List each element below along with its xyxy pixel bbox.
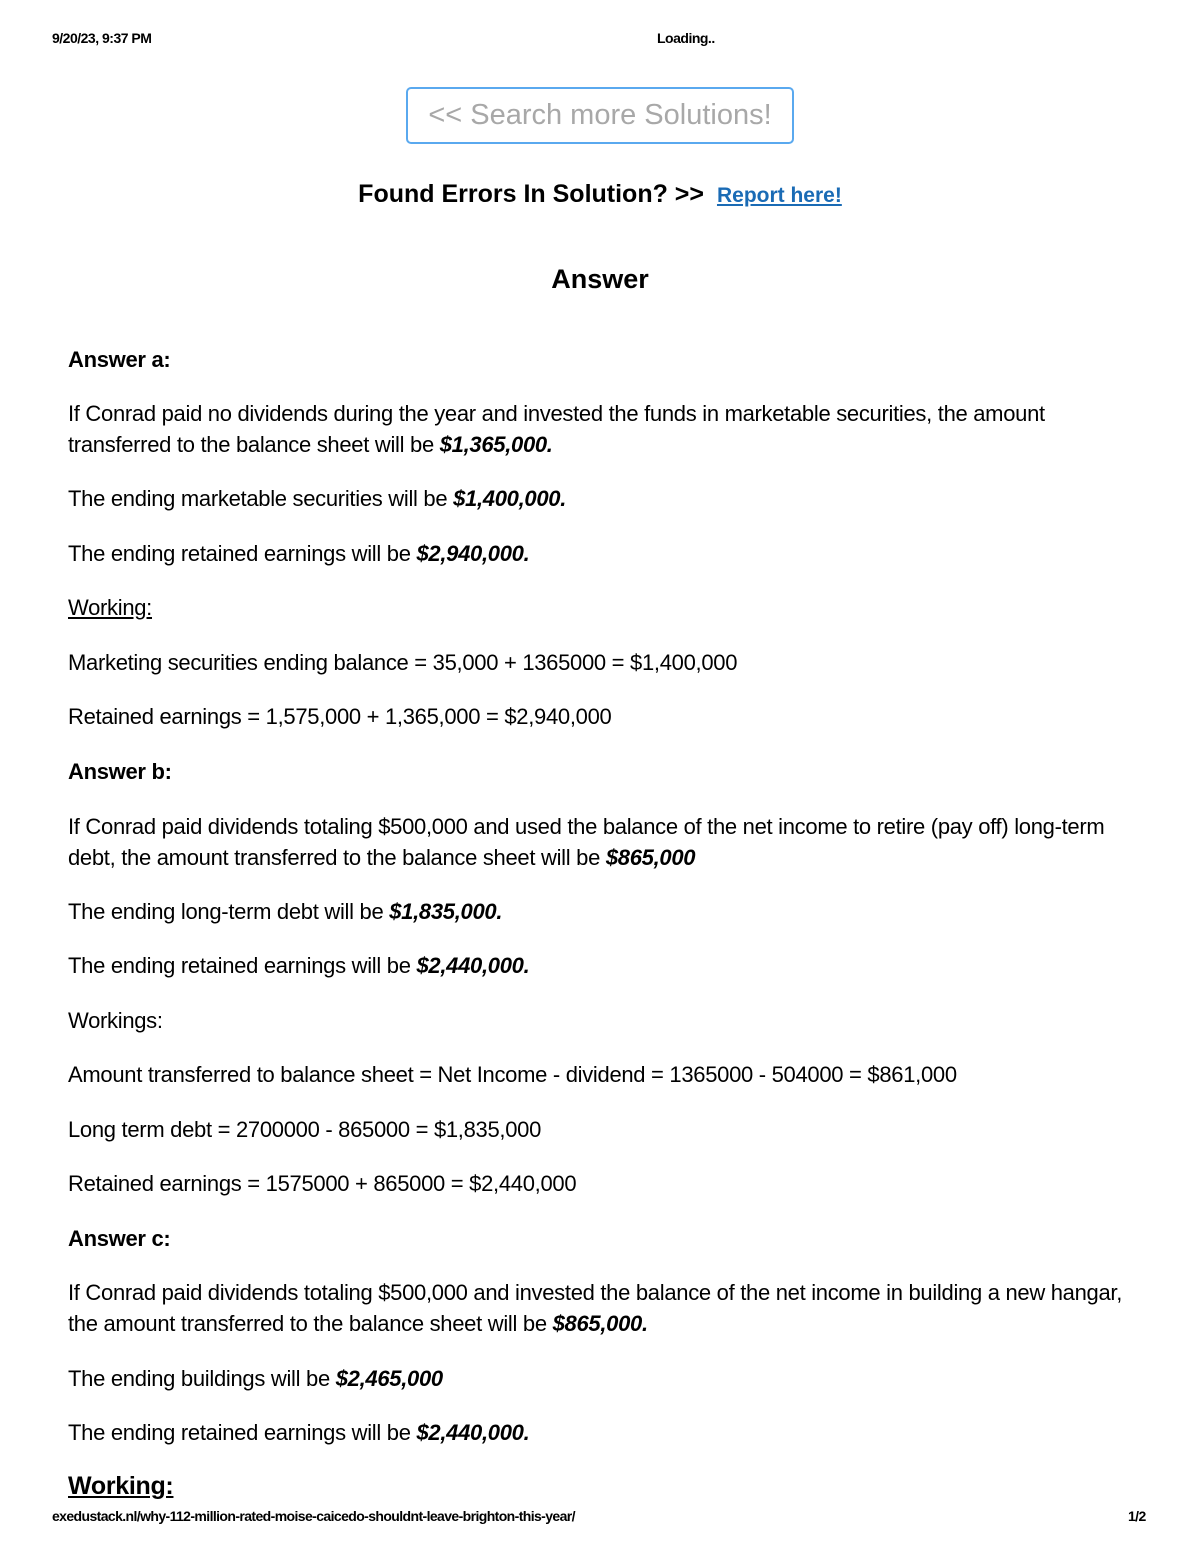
highlighted-amount: $2,440,000.: [416, 953, 530, 978]
page-title: Loading..: [657, 30, 715, 46]
paragraph: [68, 647, 1133, 678]
highlighted-amount: $2,440,000.: [416, 1420, 530, 1445]
paragraph-text: The ending marketable securities will be: [68, 486, 454, 511]
paragraph: [68, 701, 1133, 732]
paragraph: [68, 1417, 1133, 1448]
paragraph: [68, 1114, 1133, 1145]
paragraph: [68, 950, 1133, 981]
paragraph-text: The ending retained earnings will be: [68, 541, 417, 566]
paragraph-text: Amount transferred to balance sheet = Net Income - dividend = 1365000 - 504000 = $861,000: [68, 1062, 957, 1087]
report-here-link[interactable]: Report here!: [716, 184, 842, 207]
highlighted-amount: $1,400,000.: [453, 486, 567, 511]
highlighted-amount: $2,940,000.: [416, 541, 530, 566]
paragraph-text: Working:: [68, 595, 152, 620]
paragraph-text: Long term debt = 2700000 - 865000 = $1,835,000: [68, 1117, 542, 1142]
answer-subheading: [68, 1223, 1133, 1254]
search-more-solutions-button[interactable]: << Search more Solutions!: [406, 87, 794, 144]
paragraph-text: Answer b:: [68, 759, 172, 784]
paragraph-text: The ending buildings will be: [68, 1366, 336, 1391]
paragraph-text: Retained earnings = 1,575,000 + 1,365,000 = $2,940,000: [68, 704, 612, 729]
found-errors-text: Found Errors In Solution? >>: [358, 180, 705, 208]
paragraph: [68, 1363, 1133, 1394]
paragraph-text: If Conrad paid dividends totaling $500,000 and used the balance of the net income to retire (pay off) long-term debt, the amount transferred to the balance sheet will be: [68, 814, 1105, 870]
paragraph-text: Workings:: [68, 1008, 163, 1033]
paragraph-text: Retained earnings = 1575000 + 865000 = $2,440,000: [68, 1171, 577, 1196]
paragraph-text: Working:: [68, 1472, 174, 1500]
answer-subheading: [68, 344, 1133, 375]
paragraph: [68, 1277, 1133, 1339]
paragraph: [68, 1005, 1133, 1036]
answer-subheading: [68, 756, 1133, 787]
paragraph: [68, 1059, 1133, 1090]
found-errors-line: [0, 180, 1200, 209]
paragraph: [68, 398, 1133, 460]
paragraph: [68, 483, 1133, 514]
highlighted-amount: $2,465,000: [335, 1366, 443, 1391]
paragraph-text: Marketing securities ending balance = 35,000 + 1365000 = $1,400,000: [68, 650, 738, 675]
paragraph-text: Answer c:: [68, 1226, 171, 1251]
highlighted-amount: $1,365,000.: [439, 432, 553, 457]
footer-url: exedustack.nl/why-112-million-rated-moise-caicedo-shouldnt-leave-brighton-this-year/: [52, 1508, 575, 1524]
paragraph-text: If Conrad paid no dividends during the year and invested the funds in marketable securities, the amount transferred to the balance sheet will be: [68, 401, 1045, 457]
paragraph: [68, 1168, 1133, 1199]
highlighted-amount: $865,000.: [552, 1311, 648, 1336]
paragraph: [68, 1471, 1133, 1502]
paragraph: [68, 896, 1133, 927]
paragraph-text: The ending retained earnings will be: [68, 953, 417, 978]
paragraph-text: The ending long-term debt will be: [68, 899, 390, 924]
paragraph: [68, 811, 1133, 873]
print-datetime: 9/20/23, 9:37 PM: [52, 30, 152, 46]
paragraph: [68, 538, 1133, 569]
highlighted-amount: $865,000: [605, 845, 696, 870]
paragraph-text: If Conrad paid dividends totaling $500,000 and invested the balance of the net income in building a new hangar, the amount transferred to the balance sheet will be: [68, 1280, 1123, 1336]
paragraph-text: Answer a:: [68, 347, 171, 372]
paragraph-text: The ending retained earnings will be: [68, 1420, 417, 1445]
highlighted-amount: $1,835,000.: [389, 899, 503, 924]
paragraph: [68, 592, 1133, 623]
page-number: 1/2: [1128, 1508, 1146, 1524]
answer-heading: Answer: [551, 264, 649, 294]
